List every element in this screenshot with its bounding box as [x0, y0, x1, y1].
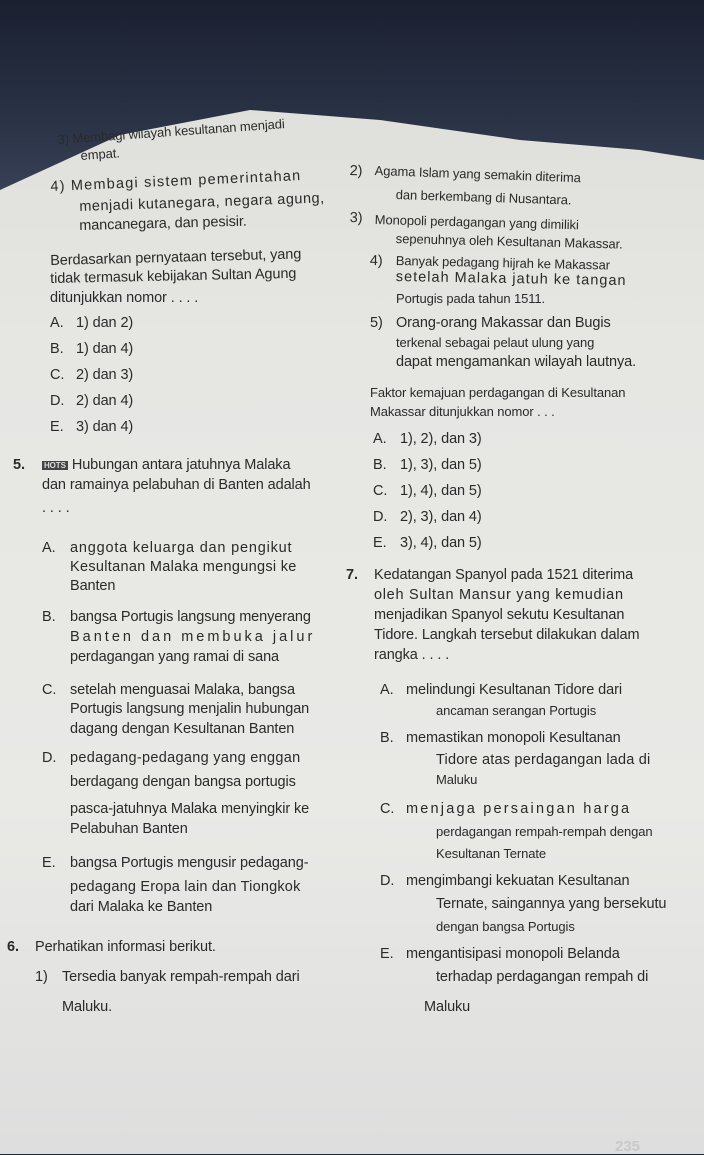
q6-number: 6.: [7, 939, 19, 955]
q-item-3: 3) Membagi wilayah kesultanan menjadi: [57, 116, 286, 147]
q5-option-c-line2[interactable]: Portugis langsung menjalin hubungan: [70, 701, 310, 717]
q4-option-b[interactable]: 1) dan 4): [76, 341, 134, 357]
q7-option-a-line2[interactable]: ancaman serangan Portugis: [436, 703, 597, 718]
q6-item-1-cont: Maluku.: [62, 999, 113, 1015]
q4-list-item-3: Monopoli perdagangan yang dimiliki: [374, 211, 579, 233]
q-makassar-option-d-letter[interactable]: D.: [373, 509, 388, 525]
hots-badge: HOTS: [44, 460, 66, 470]
q4-list-item-5-line2: terkenal sebagai pelaut ulung yang: [396, 335, 595, 350]
q4-option-e[interactable]: 3) dan 4): [76, 419, 134, 435]
q5-option-c-letter[interactable]: C.: [42, 682, 57, 698]
q4-stem-line1: Berdasarkan pernyataan tersebut, yang: [50, 246, 302, 269]
q-makassar-option-c-letter[interactable]: C.: [373, 483, 388, 499]
q4-list-item-2-number: 2): [349, 162, 363, 180]
q-item-4: 4) Membagi sistem pemerintahan: [50, 168, 302, 195]
q5-option-e-letter[interactable]: E.: [42, 855, 56, 871]
q4-list-item-3-number: 3): [349, 209, 363, 227]
q4-list-item-2-cont: dan berkembang di Nusantara.: [395, 186, 572, 208]
q5-option-e-line3[interactable]: dari Malaka ke Banten: [70, 899, 213, 915]
q7-option-c-letter[interactable]: C.: [380, 801, 395, 817]
q7-option-d-letter[interactable]: D.: [380, 873, 395, 889]
q4-option-b-letter[interactable]: B.: [50, 341, 64, 357]
q4-option-d[interactable]: 2) dan 4): [76, 393, 134, 409]
q-makassar-option-b[interactable]: 1), 3), dan 5): [400, 457, 482, 473]
q-makassar-option-a-letter[interactable]: A.: [373, 431, 387, 447]
q-makassar-option-e[interactable]: 3), 4), dan 5): [400, 535, 482, 551]
q6-item-1-number: 1): [35, 969, 48, 985]
q5-option-d-line3[interactable]: pasca-jatuhnya Malaka menyingkir ke: [70, 801, 310, 817]
q4-list-item-2: Agama Islam yang semakin diterima: [374, 162, 582, 186]
q4-stem-line3: ditunjukkan nomor . . . .: [50, 290, 199, 306]
q5-option-b-line1[interactable]: bangsa Portugis langsung menyerang: [70, 609, 311, 625]
q5-option-e-line2[interactable]: pedagang Eropa lain dan Tiongkok: [70, 879, 301, 895]
q5-option-a-line1[interactable]: anggota keluarga dan pengikut: [70, 540, 293, 556]
q5-option-d-line4[interactable]: Pelabuhan Banten: [70, 821, 188, 837]
q5-option-a-letter[interactable]: A.: [42, 540, 56, 556]
q7-option-a-letter[interactable]: A.: [380, 682, 394, 698]
q4-list-item-5-number: 5): [370, 315, 383, 331]
q7-stem-line5: rangka . . . .: [374, 647, 450, 663]
q7-number: 7.: [346, 567, 358, 583]
q4-list-item-4-line2: setelah Malaka jatuh ke tangan: [395, 268, 627, 290]
q4-list-item-4-line3: Portugis pada tahun 1511.: [396, 291, 546, 306]
q7-stem-line2: oleh Sultan Mansur yang kemudian: [374, 587, 624, 603]
q4-option-c-letter[interactable]: C.: [50, 367, 65, 383]
q5-stem-line1: HOTS Hubungan antara jatuhnya Malaka: [44, 457, 291, 473]
q5-option-e-line1[interactable]: bangsa Portugis mengusir pedagang-: [70, 855, 309, 871]
q7-option-d-line2[interactable]: Ternate, saingannya yang bersekutu: [436, 896, 667, 912]
q4-option-e-letter[interactable]: E.: [50, 419, 64, 435]
q4-list-item-5-line3: dapat mengamankan wilayah lautnya.: [396, 354, 637, 370]
q-makassar-stem-line1: Faktor kemajuan perdagangan di Kesultanan: [370, 385, 626, 400]
q5-option-c-line3[interactable]: dagang dengan Kesultanan Banten: [70, 721, 295, 737]
q7-option-b-line3[interactable]: Maluku: [436, 772, 478, 787]
q6-item-1: Tersedia banyak rempah-rempah dari: [62, 969, 300, 985]
q7-option-e-line3[interactable]: Maluku: [424, 999, 471, 1015]
q7-option-c-line2[interactable]: perdagangan rempah-rempah dengan: [436, 824, 653, 839]
q-makassar-option-a[interactable]: 1), 2), dan 3): [400, 431, 482, 447]
q4-list-item-4-number: 4): [369, 252, 383, 270]
q-makassar-option-d[interactable]: 2), 3), dan 4): [400, 509, 482, 525]
q5-option-b-line2[interactable]: Banten dan membuka jalur: [70, 629, 316, 645]
q6-stem: Perhatikan informasi berikut.: [35, 939, 216, 955]
q4-option-c[interactable]: 2) dan 3): [76, 367, 134, 383]
q5-option-d-letter[interactable]: D.: [42, 750, 57, 766]
q7-option-c-line3[interactable]: Kesultanan Ternate: [436, 846, 546, 861]
q-makassar-option-e-letter[interactable]: E.: [373, 535, 387, 551]
q4-stem-line2: tidak termasuk kebijakan Sultan Agung: [50, 265, 297, 287]
q5-option-a-line2[interactable]: Kesultanan Malaka mengungsi ke: [70, 559, 297, 575]
q7-stem-line4: Tidore. Langkah tersebut dilakukan dalam: [374, 627, 640, 643]
q-makassar-option-c[interactable]: 1), 4), dan 5): [400, 483, 482, 499]
q-item-4-line2: menjadi kutanegara, negara agung,: [79, 190, 325, 215]
q5-stem-line3: . . . .: [42, 500, 70, 516]
q7-option-d-line3[interactable]: dengan bangsa Portugis: [436, 919, 575, 934]
q4-list-item-5: Orang-orang Makassar dan Bugis: [396, 315, 611, 331]
q7-option-c-line1[interactable]: menjaga persaingan harga: [406, 801, 632, 817]
q5-number: 5.: [13, 457, 25, 473]
q4-option-a-letter[interactable]: A.: [50, 315, 64, 331]
q7-stem-line1: Kedatangan Spanyol pada 1521 diterima: [374, 567, 634, 583]
q5-stem-line2: dan ramainya pelabuhan di Banten adalah: [42, 477, 311, 493]
q4-option-a[interactable]: 1) dan 2): [76, 315, 134, 331]
q5-option-d-line2[interactable]: berdagang dengan bangsa portugis: [70, 774, 296, 790]
q7-option-d-line1[interactable]: mengimbangi kekuatan Kesultanan: [406, 873, 630, 889]
page-number: 235: [615, 1138, 641, 1155]
q5-option-d-line1[interactable]: pedagang-pedagang yang enggan: [70, 750, 301, 766]
q4-option-d-letter[interactable]: D.: [50, 393, 65, 409]
q4-list-item-3-cont: sepenuhnya oleh Kesultanan Makassar.: [395, 230, 623, 252]
q7-option-b-line2[interactable]: Tidore atas perdagangan lada di: [436, 752, 651, 768]
q-makassar-option-b-letter[interactable]: B.: [373, 457, 387, 473]
q4-list-item-4: Banyak pedagang hijrah ke Makassar: [395, 252, 611, 273]
q-item-4-line3: mancanegara, dan pesisir.: [79, 213, 247, 234]
q7-option-a-line1[interactable]: melindungi Kesultanan Tidore dari: [406, 682, 622, 698]
q7-option-b-letter[interactable]: B.: [380, 730, 394, 746]
q5-option-b-letter[interactable]: B.: [42, 609, 56, 625]
q7-option-b-line1[interactable]: memastikan monopoli Kesultanan: [406, 730, 621, 746]
q-makassar-stem-line2: Makassar ditunjukkan nomor . . .: [370, 404, 555, 419]
q5-option-b-line3[interactable]: perdagangan yang ramai di sana: [70, 649, 280, 665]
q7-option-e-letter[interactable]: E.: [380, 946, 394, 962]
q7-stem-line3: menjadikan Spanyol sekutu Kesultanan: [374, 607, 625, 623]
q7-option-e-line2[interactable]: terhadap perdagangan rempah di: [436, 969, 649, 985]
q5-option-a-line3[interactable]: Banten: [70, 578, 116, 594]
q7-option-e-line1[interactable]: mengantisipasi monopoli Belanda: [406, 946, 620, 962]
q-item-3-cont: empat.: [80, 145, 121, 163]
q5-option-c-line1[interactable]: setelah menguasai Malaka, bangsa: [70, 682, 295, 698]
